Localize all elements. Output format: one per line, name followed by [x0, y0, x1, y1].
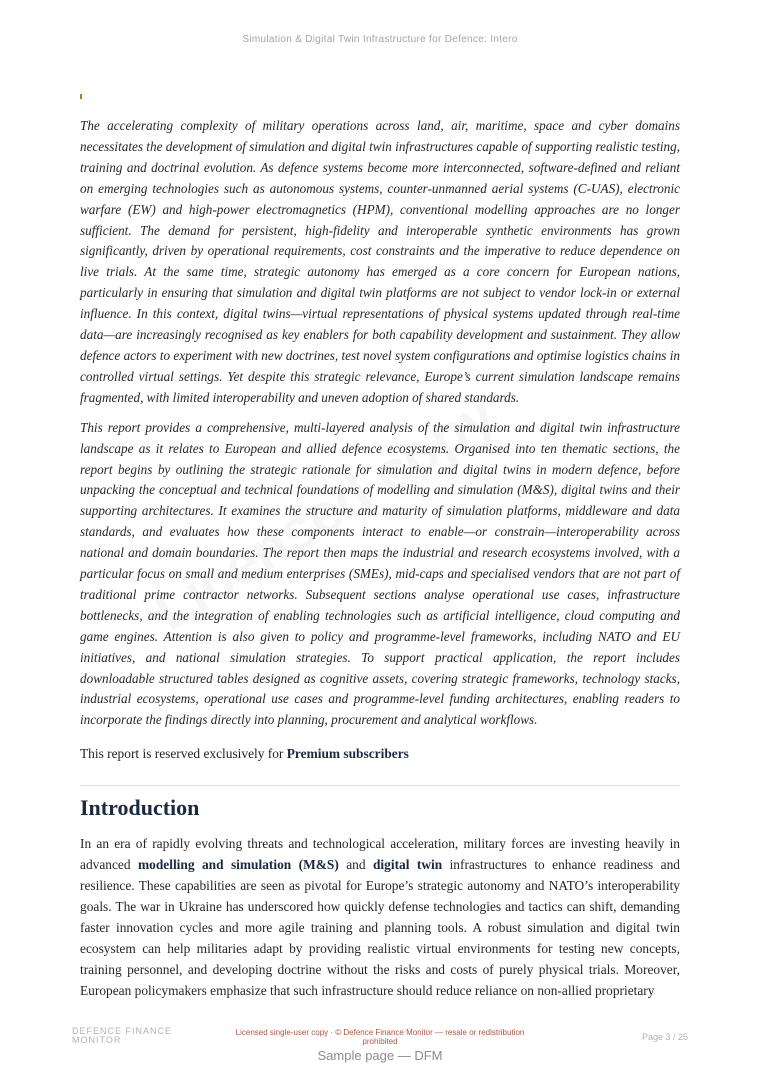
page-number: Page 3 / 25: [641, 1032, 688, 1042]
section-marker: [80, 94, 82, 99]
footer-license-notice: Licensed single-user copy · © Defence Finance Monitor — resale or redistribution prohibited: [235, 1028, 525, 1046]
intro-text-3: infrastructures to enhance readiness and resilience. These capabilities are seen as pivotal for Europe’s strategic autonomy and NATO’s interoperability goals. The war in Ukraine has underscored how quickly defense technologies and tactics can shift, demanding faster innovation cycles and more agile training and planning tools. A robust simulation and digital twin ecosystem can help militaries adapt by providing realistic virtual environments for testing new concepts, training personnel, and developing doctrine without the risks and costs of purely physical trials. Moreover, European policymakers emphasize that such infrastructure should reduce reliance on non-allied proprietary: [80, 857, 681, 998]
intro-text-1: In an era of rapidly evolving threats and technological acceleration, military forces are investing heavily in advanced: [80, 836, 680, 873]
introduction-heading: Introduction: [80, 795, 200, 821]
footer-brand-line-2: MONITOR: [72, 1035, 122, 1045]
footer-brand: [72, 1027, 172, 1045]
abstract-paragraph-2: This report provides a comprehensive, multi-layered analysis of the simulation and digital twin infrastructure landscape as it relates to European and allied defence ecosystems. Organised into ten thematic sections, the report begins by outlining the strategic rationale for simulation and digital twins in modern defence, before unpacking the conceptual and technical foundations of modelling and simulation (M&S), digital twins and their supporting architectures. It examines the structure and maturity of simulation platforms, middleware and data standards, and evaluates how these components interact to enable—or constrain—interoperability across national and domain boundaries. The report then maps the industrial and research ecosystems involved, with a particular focus on small and medium enterprises (SMEs), mid-caps and specialised vendors that are not part of traditional prime contractor networks. Subsequent sections analyse operational use cases, infrastructure bottlenecks, and the integration of enabling technologies such as artificial intelligence, cloud computing and game engines. Attention is also given to policy and programme-level frameworks, including NATO and EU initiatives, and national simulation strategies. To support practical application, the report includes downloadable structured tables designed as cognitive assets, covering strategic frameworks, technology stacks, industrial ecosystems, operational use cases and programme-level funding architectures, enabling readers to incorporate the findings directly into planning, procurement and analytical workflows.: [80, 419, 680, 728]
page-content: [80, 116, 680, 1002]
premium-notice-text: This report is reserved exclusively for: [80, 746, 287, 762]
intro-text-2: and: [338, 857, 373, 873]
premium-notice: [80, 744, 680, 764]
running-header: Simulation & Digital Twin Infrastructure for Defence: Intero: [242, 34, 518, 45]
intro-term-ms: modelling and simulation (M&S): [137, 857, 339, 873]
sample-page-label: Sample page — DFM: [317, 1048, 443, 1063]
premium-subscribers-link[interactable]: Premium subscribers: [286, 746, 409, 762]
abstract-paragraph-1: The accelerating complexity of military operations across land, air, maritime, space and cyber domains necessitates the development of simulation and digital twin infrastructures capable of supporting realistic testing, training and doctrinal evolution. As defence systems become more interconnected, software-defined and reliant on emerging technologies such as autonomous systems, counter-unmanned aerial systems (C-UAS), electronic warfare (EW) and high-power electromagnetics (HPM), conventional modelling approaches are no longer sufficient. The demand for persistent, high-fidelity and interoperable synthetic environments has grown significantly, driven by operational requirements, cost constraints and the imperative to reduce dependence on live trials. At the same time, strategic autonomy has emerged as a core concern for European nations, particularly in ensuring that simulation and digital twin platforms are not subject to vendor lock-in or external influence. In this context, digital twins—virtual representations of physical systems updated through real-time data—are increasingly recognised as key enablers for both capability development and sustainment. They allow defence actors to experiment with new doctrines, test novel system configurations and optimise logistics chains in controlled virtual settings. Yet despite this strategic relevance, Europe’s current simulation landscape remains fragmented, with limited interoperability and uneven adoption of shared standards.: [80, 118, 680, 405]
section-divider: [80, 785, 680, 786]
intro-term-digital-twin: digital twin: [372, 857, 443, 873]
introduction-paragraph: [80, 834, 680, 1001]
footer-brand-line-1: DEFENCE FINANCE: [72, 1026, 173, 1036]
